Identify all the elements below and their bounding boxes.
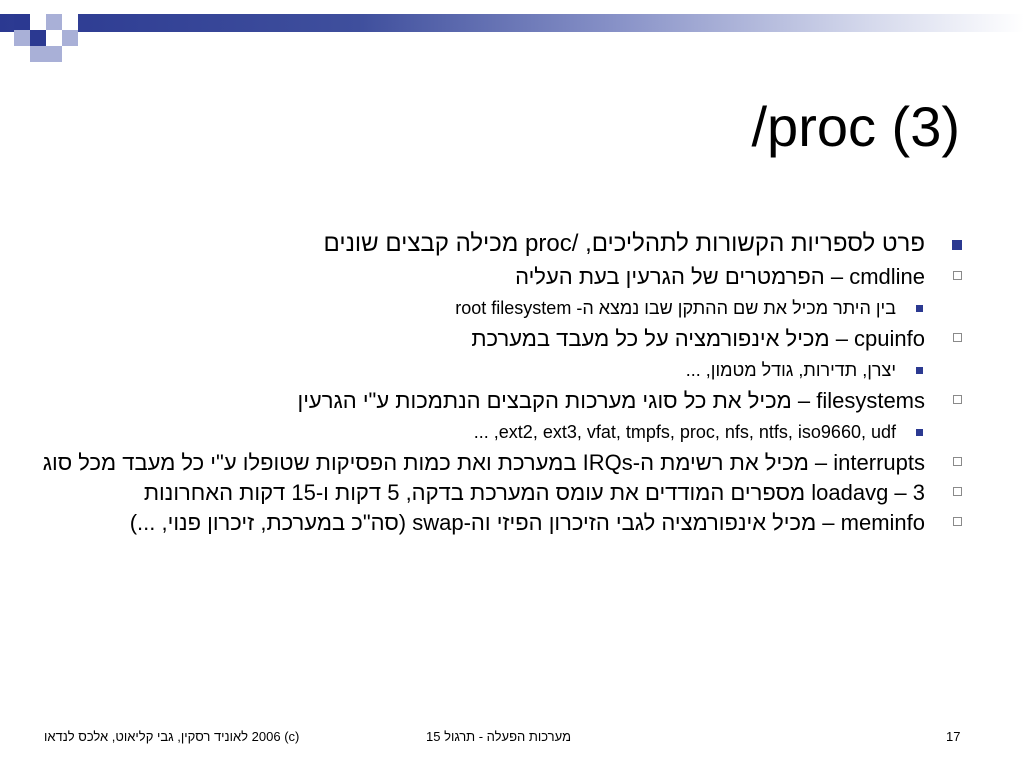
bullet-text: meminfo – מכיל אינפורמציה לגבי הזיכרון הפיזי וה-swap (סה"כ במערכת, זיכרון פנוי, ...) [129, 510, 925, 535]
bullet-text: ext2, ext3, vfat, tmpfs, proc, nfs, ntfs, iso9660, udf, ... [473, 422, 896, 442]
bullet-loadavg [40, 478, 962, 508]
bullet-cmdline [40, 262, 962, 292]
hollow-square-bullet-icon [953, 487, 962, 496]
bullet-text: filesystems – מכיל את כל סוגי מערכות הקבצים הנתמכות ע"י הגרעין [297, 388, 925, 413]
page-number: 17 [946, 729, 961, 744]
bullet-cpuinfo [40, 324, 962, 354]
bullet-text: פרט לספריות הקשורות לתהליכים, /proc מכילה קבצים שונים [323, 230, 925, 257]
hollow-square-bullet-icon [953, 395, 962, 404]
sub-bullet-filesystem-types [40, 416, 962, 448]
square-bullet-icon [952, 240, 962, 250]
bullet-text: loadavg – 3 מספרים המודדים את עומס המערכת בדקה, 5 דקות ו-15 דקות האחרונות [143, 480, 925, 505]
bullet-text: cpuinfo – מכיל אינפורמציה על כל מעבד במערכת [471, 326, 925, 351]
bullet-text: בין היתר מכיל את שם ההתקן שבו נמצא ה- root filesystem [455, 298, 896, 318]
sub-bullet-cpu-details [40, 354, 962, 386]
hollow-square-bullet-icon [953, 457, 962, 466]
header-gradient-bar [0, 14, 1024, 32]
sub-bullet-root-filesystem [40, 292, 962, 324]
small-square-bullet-icon [916, 429, 923, 436]
bullet-main [40, 226, 962, 262]
slide-title: /proc (3) [751, 95, 960, 158]
bullet-meminfo [40, 508, 962, 538]
small-square-bullet-icon [916, 367, 923, 374]
hollow-square-bullet-icon [953, 517, 962, 526]
bullet-interrupts [40, 448, 962, 478]
bullet-text: interrupts – מכיל את רשימת ה-IRQs במערכת ואת כמות הפסיקות שטופלו ע"י כל מעבד מכל סוג [42, 450, 925, 475]
bullet-text: cmdline – הפרמטרים של הגרעין בעת העליה [515, 264, 925, 289]
footer-copyright: (c) 2006 לאוניד רסקין, גבי קליאוט, אלכס לנדאו [44, 729, 300, 744]
bullet-filesystems [40, 386, 962, 416]
hollow-square-bullet-icon [953, 333, 962, 342]
small-square-bullet-icon [916, 305, 923, 312]
slide-content [40, 226, 962, 538]
footer-course: מערכות הפעלה - תרגול 15 [426, 729, 571, 744]
bullet-text: יצרן, תדירות, גודל מטמון, ... [685, 360, 896, 380]
hollow-square-bullet-icon [953, 271, 962, 280]
